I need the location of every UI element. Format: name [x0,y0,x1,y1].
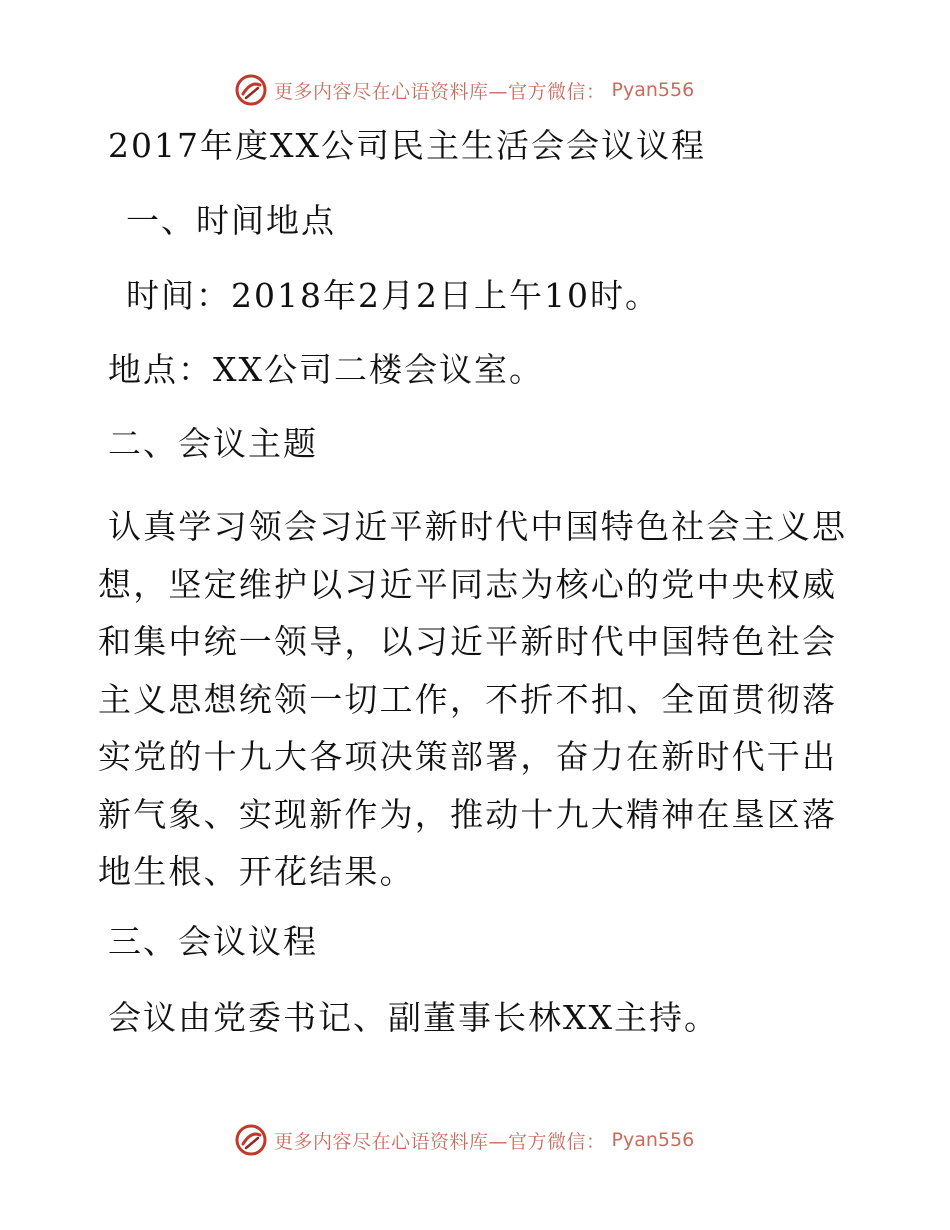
section2-body: 认真学习领会习近平新时代中国特色社会主义思想，坚定维护以习近平同志为核心的党中央权威和集中统一领导，以习近平新时代中国特色社会主义思想统领一切工作，不折不扣、全面贯彻落实党的十九大各项决策部署，奋力在新时代干出新气象、实现新作为，推动十九大精神在垦区落地生根、开花结果。 [98,507,848,891]
seal-logo-icon [234,73,268,107]
section3-heading: 三、会议议程 [108,922,318,961]
section1-heading: 一、时间地点 [126,201,336,240]
watermark-wechat-id: Pyan556 [611,1129,695,1151]
watermark-wechat-id: Pyan556 [611,79,695,101]
section2-heading: 二、会议主题 [108,424,318,463]
document-title: 2017年度XX公司民主生活会会议议程 [108,126,706,165]
seal-logo-icon [234,1123,268,1157]
meeting-time: 时间：2018年2月2日上午10时。 [126,276,660,315]
watermark-footer [234,1122,694,1158]
watermark-text: 更多内容尽在心语资料库—官方微信： [274,1130,606,1153]
section3-body: 会议由党委书记、副董事长林XX主持。 [108,998,719,1037]
meeting-place: 地点：XX公司二楼会议室。 [108,350,544,389]
watermark-header [234,72,694,108]
watermark-text: 更多内容尽在心语资料库—官方微信： [274,80,606,103]
